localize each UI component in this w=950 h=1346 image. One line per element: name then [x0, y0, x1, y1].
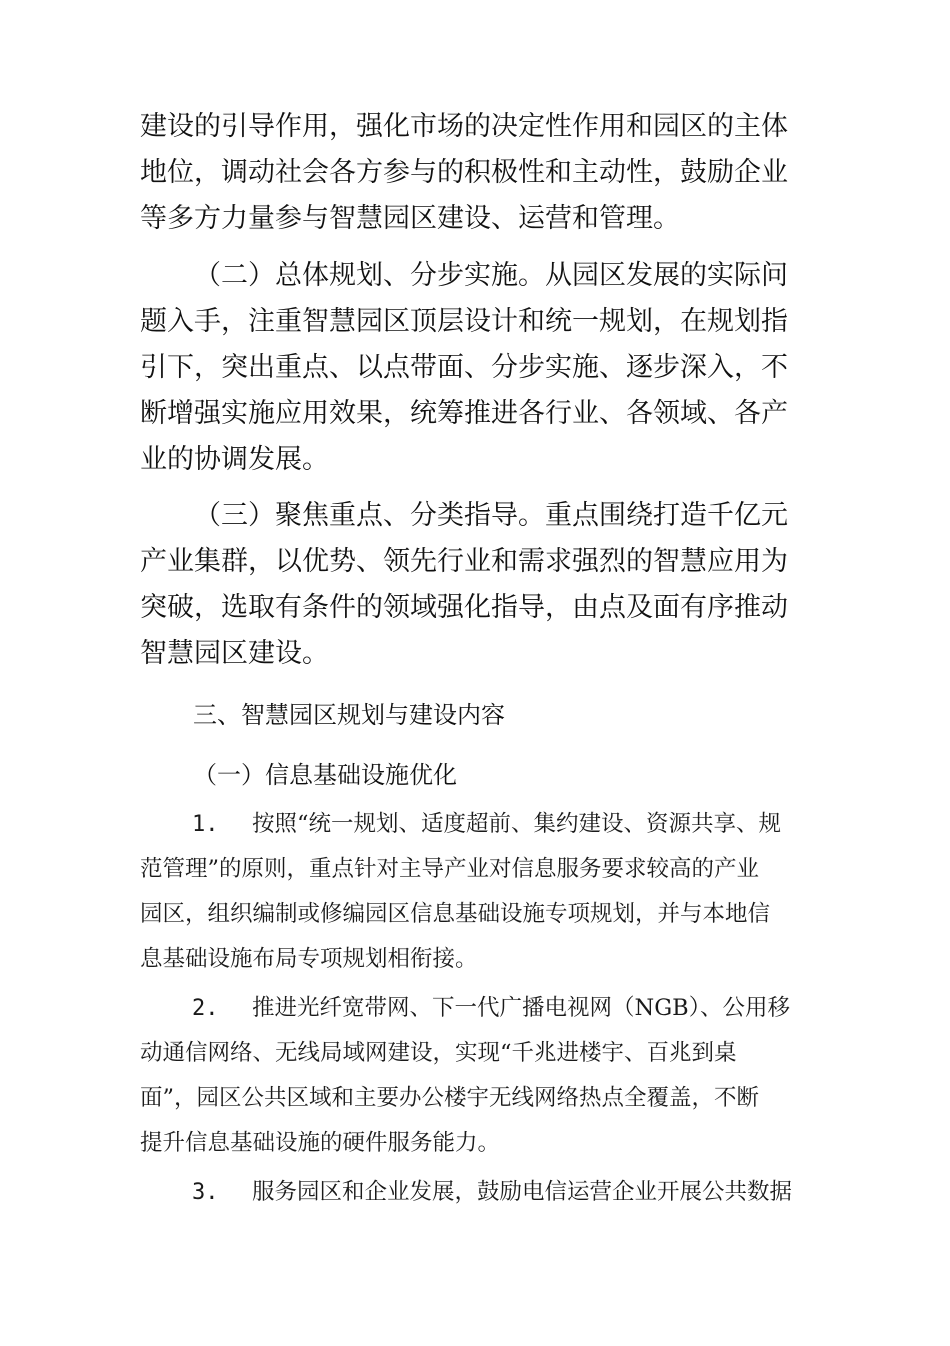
section-heading: 三、智慧园区规划与建设内容 — [193, 701, 505, 729]
text-line: 突破，选取有条件的领域强化指导，由点及面有序推动 — [140, 592, 788, 623]
text-line: 园区，组织编制或修编园区信息基础设施专项规划，并与本地信 — [140, 901, 771, 927]
item-number: 2. — [192, 996, 219, 1021]
item-number: 1. — [192, 812, 219, 837]
text-line: 服务园区和企业发展，鼓励电信运营企业开展公共数据 — [252, 1179, 793, 1205]
text-line: （二）总体规划、分步实施。从园区发展的实际问 — [194, 260, 788, 291]
text-line: 提升信息基础设施的硬件服务能力。 — [140, 1130, 501, 1156]
list-item — [140, 1170, 792, 1215]
item-number: 3. — [192, 1180, 219, 1205]
list-item — [140, 802, 781, 982]
text-line: 产业集群，以优势、领先行业和需求强烈的智慧应用为 — [140, 546, 788, 577]
text-line: 按照“统一规划、适度超前、集约建设、资源共享、规 — [252, 811, 782, 837]
list-item — [140, 986, 790, 1166]
paragraph-focus-guidance — [140, 493, 788, 677]
paragraph-principle-guidance — [140, 104, 788, 242]
text-line: 范管理”的原则，重点针对主导产业对信息服务要求较高的产业 — [140, 856, 760, 882]
text-line: 题入手，注重智慧园区顶层设计和统一规划，在规划指 — [140, 306, 788, 337]
text-line: 智慧园区建设。 — [140, 638, 329, 669]
text-line: 动通信网络、无线局域网建设，实现“千兆进楼宇、百兆到桌 — [140, 1040, 737, 1066]
text-line: 推进光纤宽带网、下一代广播电视网（NGB）、公用移 — [252, 995, 790, 1021]
text-line: 等多方力量参与智慧园区建设、运营和管理。 — [140, 203, 680, 234]
text-line: 建设的引导作用，强化市场的决定性作用和园区的主体 — [140, 111, 788, 142]
text-line: 引下，突出重点、以点带面、分步实施、逐步深入，不 — [140, 352, 788, 383]
text-line: 业的协调发展。 — [140, 444, 329, 475]
text-line: 断增强实施应用效果，统筹推进各行业、各领域、各产 — [140, 398, 788, 429]
sub-heading: （一）信息基础设施优化 — [193, 761, 457, 789]
text-line: 地位，调动社会各方参与的积极性和主动性，鼓励企业 — [140, 157, 788, 188]
text-line: （三）聚焦重点、分类指导。重点围绕打造千亿元 — [194, 500, 788, 531]
paragraph-overall-planning — [140, 253, 788, 483]
text-line: 面”，园区公共区域和主要办公楼宇无线网络热点全覆盖，不断 — [140, 1085, 760, 1111]
text-line: 息基础设施布局专项规划相衔接。 — [140, 946, 478, 972]
